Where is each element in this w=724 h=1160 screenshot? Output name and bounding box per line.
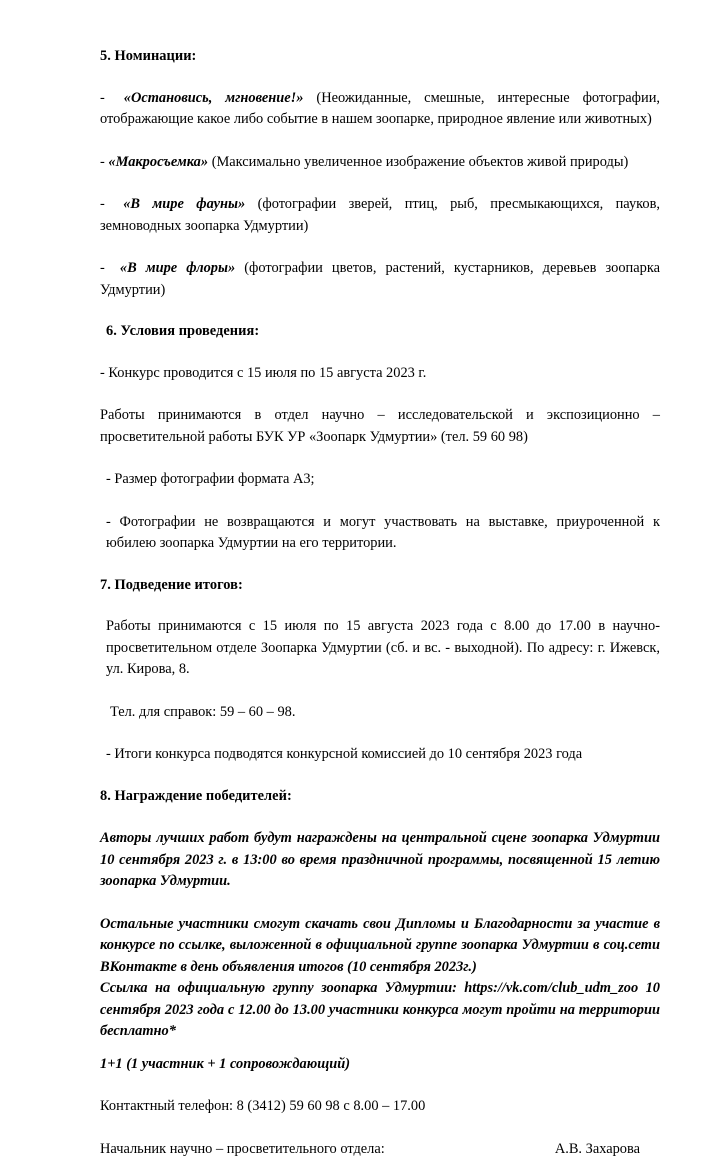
spacer bbox=[100, 384, 660, 405]
nomination-description: (Неожиданные, смешные, интересные фотографии, отображающие какое либо событие в нашем зоопарке, природное явление или животных) bbox=[100, 90, 660, 128]
nomination-title: «В мире фауны» bbox=[117, 196, 245, 212]
nomination-title: «В мире флоры» bbox=[114, 260, 235, 276]
nomination-title: «Макросъемка» bbox=[108, 154, 208, 170]
contact-phone: Контактный телефон: 8 (3412) 59 60 98 с 8.00 – 17.00 bbox=[100, 1096, 660, 1118]
results-paragraph: - Итоги конкурса подводятся конкурсной комиссией до 10 сентября 2023 года bbox=[100, 744, 660, 766]
spacer bbox=[100, 237, 660, 258]
results-phone: Тел. для справок: 59 – 60 – 98. bbox=[100, 702, 660, 724]
heading-awards: 8. Награждение победителей: bbox=[100, 786, 660, 808]
awards-emphasis-pairs: 1+1 (1 участник + 1 сопровождающий) bbox=[100, 1054, 660, 1076]
spacer bbox=[100, 491, 660, 512]
nomination-item bbox=[100, 88, 660, 131]
heading-nominations: 5. Номинации: bbox=[100, 46, 660, 68]
spacer bbox=[100, 681, 660, 702]
awards-emphasis-diplomas: Остальные участники смогут скачать свои Дипломы и Благодарности за участие в конкурсе по ссылке, выложенной в официальной группе зоопарка Удмуртии в соц.сети ВКонтакте в день объявления итогов (10 сентября 2023г.) bbox=[100, 914, 660, 979]
condition-paragraph: Работы принимаются в отдел научно – исследовательской и экспозиционно – просветительной работы БУК УР «Зоопарк Удмуртии» (тел. 59 60 98) bbox=[100, 405, 660, 448]
awards-emphasis-link: Ссылка на официальную группу зоопарка Удмуртии: https://vk.com/club_udm_zoo 10 сентября 2023 года с 12.00 до 13.00 участники конкурса могут пройти на территории бесплатно* bbox=[100, 978, 660, 1043]
spacer bbox=[100, 555, 660, 575]
results-paragraph: Работы принимаются с 15 июля по 15 августа 2023 года с 8.00 до 17.00 в научно-просветительном отделе Зоопарка Удмуртии (сб. и вс. - выходной). По адресу: г. Ижевск, ул. Кирова, 8. bbox=[100, 616, 660, 681]
nomination-item bbox=[100, 258, 660, 301]
spacer bbox=[100, 131, 660, 152]
spacer bbox=[100, 343, 660, 363]
spacer bbox=[100, 596, 660, 616]
spacer bbox=[100, 807, 660, 828]
document-body bbox=[100, 46, 660, 1160]
nomination-description: (фотографии цветов, растений, кустарников, деревьев зоопарка Удмуртии) bbox=[100, 260, 660, 298]
condition-paragraph: - Размер фотографии формата А3; bbox=[100, 469, 660, 491]
nomination-dash: - bbox=[100, 260, 105, 276]
nomination-dash: - bbox=[100, 154, 105, 170]
spacer bbox=[100, 68, 660, 88]
condition-paragraph: - Конкурс проводится с 15 июля по 15 августа 2023 г. bbox=[100, 363, 660, 385]
spacer bbox=[100, 723, 660, 744]
nomination-title: «Остановись, мгновение!» bbox=[118, 90, 304, 106]
spacer bbox=[100, 173, 660, 194]
signature-title: Начальник научно – просветительного отдела: bbox=[100, 1139, 385, 1160]
nomination-dash: - bbox=[100, 196, 105, 212]
nomination-item bbox=[100, 152, 660, 174]
spacer bbox=[100, 448, 660, 469]
heading-conditions: 6. Условия проведения: bbox=[100, 321, 660, 343]
spacer bbox=[100, 1043, 660, 1054]
signature-name: А.В. Захарова bbox=[555, 1139, 660, 1160]
spacer bbox=[100, 1075, 660, 1096]
condition-paragraph: - Фотографии не возвращаются и могут участвовать на выставке, приуроченной к юбилею зоопарка Удмуртии на его территории. bbox=[100, 512, 660, 555]
nomination-description: (Максимально увеличенное изображение объектов живой природы) bbox=[212, 154, 629, 170]
nomination-description: (фотографии зверей, птиц, рыб, пресмыкающихся, пауков, земноводных зоопарка Удмуртии) bbox=[100, 196, 660, 234]
nomination-item bbox=[100, 194, 660, 237]
spacer bbox=[100, 893, 660, 914]
spacer bbox=[100, 1118, 660, 1139]
heading-results: 7. Подведение итогов: bbox=[100, 575, 660, 597]
awards-emphasis-ceremony: Авторы лучших работ будут награждены на центральной сцене зоопарка Удмуртии 10 сентября 2023 г. в 13:00 во время праздничной программы, посвященной 15 летию зоопарка Удмуртии. bbox=[100, 828, 660, 893]
spacer bbox=[100, 766, 660, 786]
signature-row bbox=[100, 1139, 660, 1160]
nomination-dash: - bbox=[100, 90, 105, 106]
spacer bbox=[100, 301, 660, 321]
